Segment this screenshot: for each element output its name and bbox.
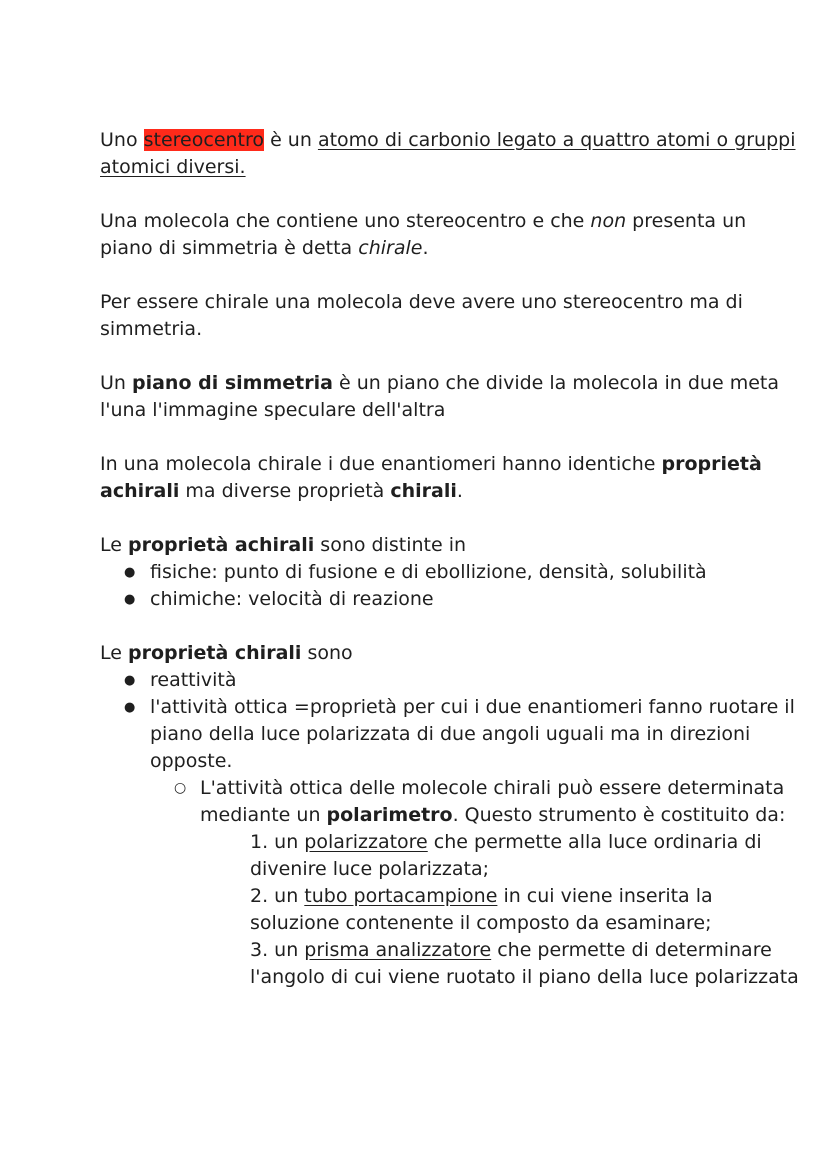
polarimeter-components — [200, 829, 800, 991]
component-step: 3. un prisma analizzatore che permette di determinare l'angolo di cui viene ruotato il piano della luce polarizzata — [250, 939, 799, 988]
chiral-requirement: Per essere chirale una molecola deve avere uno stereocentro ma di simmetria. — [100, 291, 743, 340]
list-item: ● reattività — [124, 667, 800, 694]
enantiomer-properties: In una molecola chirale i due enantiomeri hanno identiche proprietà achirali ma diverse proprietà chirali. — [100, 453, 762, 502]
underlined-definition: atomo di carbonio legato a quattro atomi o gruppi atomici diversi. — [100, 129, 796, 178]
optical-activity-sublist — [150, 775, 800, 991]
symmetry-plane-definition: Un piano di simmetria è un piano che divide la molecola in due meta l'una l'immagine speculare dell'altra — [100, 372, 779, 421]
achiral-properties-list — [100, 559, 800, 613]
chiral-properties-list — [100, 667, 800, 991]
component-step: 2. un tubo portacampione in cui viene inserita la soluzione contenente il composto da esaminare; — [250, 885, 713, 934]
component-step: 1. un polarizzatore che permette alla luce ordinaria di divenire luce polarizzata; — [250, 831, 762, 880]
list-item: ● chimiche: velocità di reazione — [124, 586, 800, 613]
list-item: ● fisiche: punto di fusione e di ebollizione, densità, solubilità — [124, 559, 800, 586]
list-item: ○ L'attività ottica delle molecole chirali può essere determinata mediante un polarimetro. Questo strumento è costituito da: 1. un polarizzatore che permette alla luce ordinaria di divenire luce polarizzata; 2. un tubo portacampione in cui viene inserita la soluzione contenente il composto da esaminare; 3. un prisma analizzatore che permette di determinare l'angolo di cui viene ruotato il piano della luce polarizzata — [174, 775, 800, 991]
stereocenter-definition: Uno stereocentro è un atomo di carbonio legato a quattro atomi o gruppi atomici diversi. — [100, 129, 796, 178]
highlighted-term: stereocentro — [143, 129, 265, 151]
achiral-properties-heading: Le proprietà achirali sono distinte in — [100, 534, 467, 556]
list-item: ● l'attività ottica =proprietà per cui i due enantiomeri fanno ruotare il piano della luce polarizzata di due angoli uguali ma in direzioni opposte. ○ L'attività ottica delle molecole chirali può essere determinata mediante un polarimetro. Questo strumento è costituito da: 1. un polarizzatore che permette alla luce ordinaria di divenire luce polarizzata; 2. un tubo portacampione in cui viene inserita la soluzione contenente il composto da esaminare; 3. un prisma analizzatore che permette di determinare l'angolo di cui viene ruotato il piano della luce polarizzata — [124, 694, 800, 991]
document-page — [100, 127, 800, 991]
chiral-definition: Una molecola che contiene uno stereocentro e che non presenta un piano di simmetria è detta chirale. — [100, 210, 747, 259]
chiral-properties-heading: Le proprietà chirali sono — [100, 642, 353, 664]
